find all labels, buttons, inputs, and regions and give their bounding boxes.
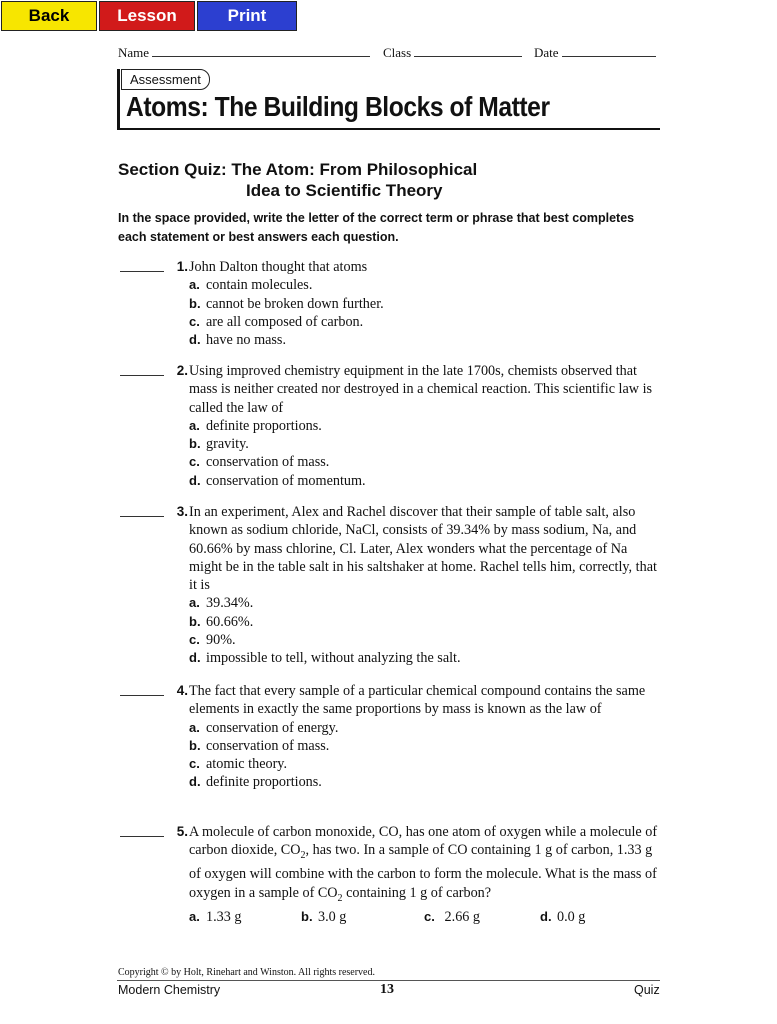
- option-b: b. 3.0 g: [301, 908, 347, 925]
- question-text: A molecule of carbon monoxide, CO, has one atom of oxygen while a molecule of carbon dioxide, $CO_2$, has two. In a sample of CO containing 1 g of carbon, 1.33 g of oxygen will combine with the carbon to form the molecule. What is the mass of oxygen in a sample of $CO_2$ containing 1 g of carbon?: [189, 824, 658, 904]
- date-label: Date: [534, 45, 559, 60]
- option-a: a. contain molecules.: [189, 277, 313, 294]
- question-number: 2.: [176, 363, 188, 378]
- option-d: d. 0.0 g: [540, 908, 586, 925]
- question-text: In an experiment, Alex and Rachel discover that their sample of table salt, also known as sodium chloride, NaCl, consists of 39.34% by mass sodium, Na, and 60.66% by mass chlorine, Cl. Later, Alex wonders what the percentage of Na might be in the table salt in his saltshaker at home. Rachel tells him, correctly, that it is: [189, 504, 657, 594]
- option-a: a. conservation of energy.: [189, 719, 339, 736]
- instructions: In the space provided, write the letter of the correct term or phrase that best completes each statement or best answers each question.: [118, 211, 635, 244]
- name-line[interactable]: [152, 44, 370, 57]
- section-title-line1: Section Quiz: The Atom: From Philosophical: [118, 160, 478, 179]
- question-text: Using improved chemistry equipment in the late 1700s, chemists observed that mass is neither created nor destroyed in a chemical reaction. This scientific law is called the law of: [189, 363, 653, 416]
- question-number: 4.: [176, 683, 188, 698]
- option-b: b. 60.66%.: [189, 613, 254, 630]
- class-line[interactable]: [414, 44, 522, 57]
- lesson-button[interactable]: Lesson: [99, 1, 195, 31]
- date-line[interactable]: [562, 44, 656, 57]
- option-row: [189, 908, 663, 926]
- option-a: a. 39.34%.: [189, 595, 254, 612]
- name-field-row: [118, 44, 370, 61]
- question-4: [118, 682, 663, 792]
- option-d: d. impossible to tell, without analyzing the salt.: [189, 650, 461, 667]
- back-button[interactable]: Back: [1, 1, 97, 31]
- page-title: Atoms: The Building Blocks of Matter: [126, 91, 550, 122]
- question-text: The fact that every sample of a particular chemical compound contains the same elements in exactly the same proportions by mass is known as the law of: [189, 683, 646, 718]
- question-number: 3.: [176, 504, 188, 519]
- name-label: Name: [118, 45, 150, 60]
- question-5: [118, 823, 663, 926]
- print-button[interactable]: Print: [197, 1, 297, 31]
- option-c: c. 90%.: [189, 632, 236, 649]
- question-2: [118, 362, 663, 490]
- question-number: 1.: [176, 259, 188, 274]
- class-field-row: [383, 44, 522, 61]
- option-b: b. conservation of mass.: [189, 737, 330, 754]
- question-3: [118, 503, 663, 668]
- class-label: Class: [383, 45, 412, 60]
- answer-blank[interactable]: [120, 682, 164, 696]
- option-c: c. are all composed of carbon.: [189, 313, 364, 330]
- question-number: 5.: [176, 824, 188, 839]
- section-title-line2: Idea to Scientific Theory: [246, 181, 443, 200]
- title-rule: [117, 128, 660, 130]
- option-c: c. atomic theory.: [189, 756, 288, 773]
- answer-blank[interactable]: [120, 503, 164, 517]
- option-d: d. have no mass.: [189, 332, 286, 349]
- option-b: b. cannot be broken down further.: [189, 295, 384, 312]
- option-a: a. definite proportions.: [189, 417, 322, 434]
- option-c: c. conservation of mass.: [189, 454, 330, 471]
- option-d: d. conservation of momentum.: [189, 472, 366, 489]
- option-d: d. definite proportions.: [189, 774, 322, 791]
- footer-rule: [117, 980, 660, 981]
- date-field-row: [534, 44, 656, 61]
- page-number: 13: [380, 982, 394, 997]
- option-b: b. gravity.: [189, 436, 249, 453]
- option-c: c. 2.66 g: [424, 908, 481, 925]
- question-text: John Dalton thought that atoms: [189, 259, 368, 275]
- answer-blank[interactable]: [120, 362, 164, 376]
- assessment-badge: Assessment: [121, 69, 210, 90]
- answer-blank[interactable]: [120, 823, 164, 837]
- footer-right: Quiz: [634, 983, 660, 997]
- option-a: a. 1.33 g: [189, 908, 242, 925]
- question-1: [118, 258, 663, 349]
- answer-blank[interactable]: [120, 258, 164, 272]
- footer-left: Modern Chemistry: [118, 983, 221, 997]
- title-accent-bar: [117, 69, 120, 129]
- copyright: Copyright © by Holt, Rinehart and Winston. All rights reserved.: [118, 967, 375, 978]
